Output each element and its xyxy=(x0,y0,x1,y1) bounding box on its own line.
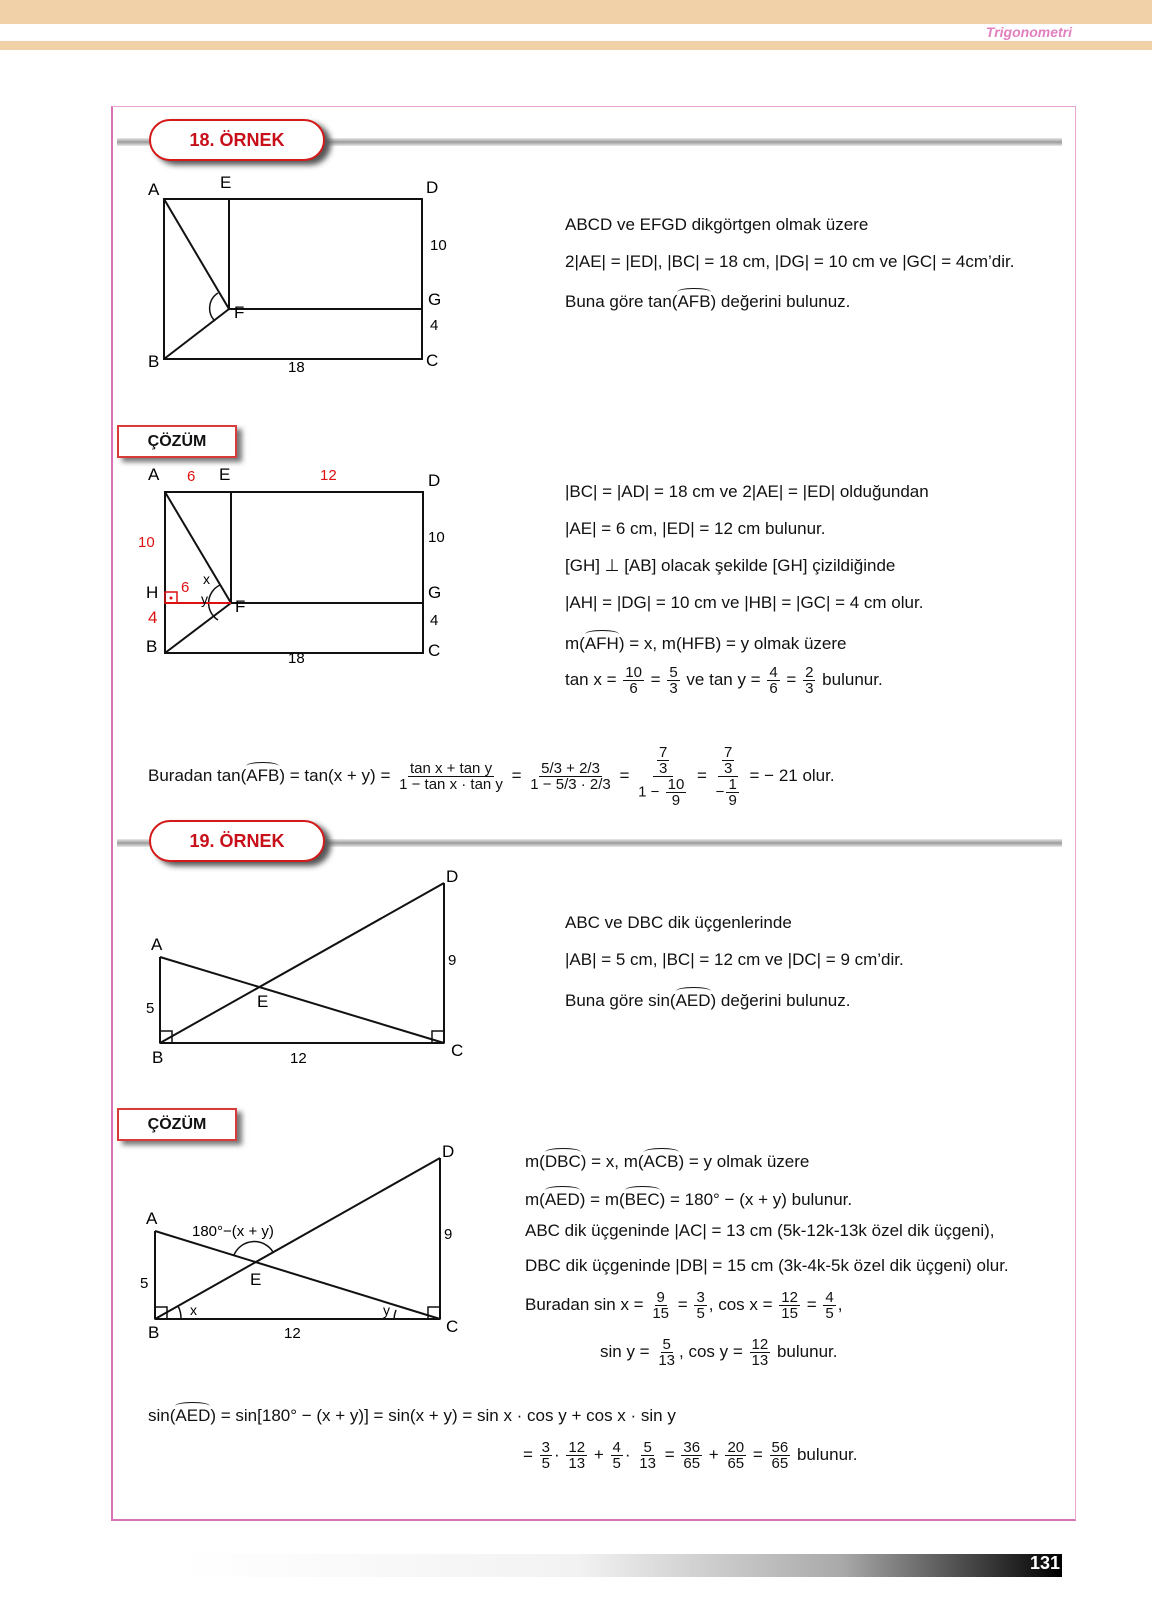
label-f: F xyxy=(234,303,245,322)
label-a: A xyxy=(151,935,163,954)
solution-18-final: Buradan tan(AFB) = tan(x + y) = $\frac{\text{tan x + tan y}}{\text{1 − tan x · tan y}}$ = $\frac{5/3 + 2/3}{1 - 5/3 \cdot 2/3}$ = $\frac{7}{3}$ 1 − $\frac{10}{9}$ = $\frac{7}{3}$ − $\frac{1}{9}$ = − 21 olur. xyxy=(148,744,835,809)
segment-ac xyxy=(160,957,444,1043)
example-18-line-1: ABCD ve EFGD dikgörtgen olmak üzere xyxy=(565,215,869,234)
segment-af xyxy=(165,492,231,603)
label-e: E xyxy=(219,465,231,484)
label-f: F xyxy=(235,597,246,616)
label-x: x xyxy=(190,1302,197,1318)
solution-19-line-5: Buradan sin x = $\frac{9}{15}$ = $\frac{3}{5}$ , cos x = $\frac{12}{15}$ = $\frac{4}{5}$ , xyxy=(525,1289,843,1322)
angle-x-arc xyxy=(178,1306,181,1319)
example-18-title: 18. ÖRNEK xyxy=(149,119,325,161)
label-a: A xyxy=(146,1209,158,1228)
solution-19-figure xyxy=(140,1140,480,1340)
label-y: y xyxy=(201,591,208,607)
solution-19-line-3: ABC dik üçgeninde |AC| = 13 cm (5k-12k-13k özel dik üçgeni), xyxy=(525,1221,995,1240)
label-dg: 10 xyxy=(428,529,445,546)
example-19-line-1: ABC ve DBC dik üçgenlerinde xyxy=(565,913,792,932)
example-19-figure xyxy=(140,865,480,1065)
solution-18-tan-line: tan x = $\frac{10}{6}$ = $\frac{5}{3}$ ve tan y = $\frac{4}{6}$ = $\frac{2}{3}$ bulunur. xyxy=(565,664,883,697)
label-ae: 6 xyxy=(187,468,196,485)
solution-19-final-1: sin(AED) = sin[180° − (x + y)] = sin(x + y) = sin x · cos y + cos x · sin y xyxy=(148,1402,676,1426)
header-band-top xyxy=(0,0,1152,24)
label-d: D xyxy=(428,471,441,490)
example-18-line-2: 2|AE| = |ED|, |BC| = 18 cm, |DG| = 10 cm ve |GC| = 4cm’dir. xyxy=(565,252,1015,271)
solution-19-line-2: m(AED) = m(BEC) = 180° − (x + y) bulunur. xyxy=(525,1186,852,1210)
label-gc: 4 xyxy=(430,612,439,629)
solution-19-line-1: m(DBC) = x, m(ACB) = y olmak üzere xyxy=(525,1148,809,1172)
angle-y-arc xyxy=(394,1310,396,1319)
label-ah: 10 xyxy=(138,534,155,551)
label-e: E xyxy=(257,992,269,1011)
label-e: E xyxy=(250,1270,262,1289)
solution-18-line-5: m(AFH) = x, m(HFB) = y olmak üzere xyxy=(565,630,847,654)
label-hf: 6 xyxy=(181,579,190,596)
segment-bf xyxy=(164,309,229,359)
label-a: A xyxy=(148,465,160,484)
label-d: D xyxy=(446,867,459,886)
header-band-bottom xyxy=(0,41,1152,50)
angle-e-arc xyxy=(234,1242,273,1255)
label-a: A xyxy=(148,180,160,199)
solution-18-title: ÇÖZÜM xyxy=(117,425,237,458)
label-ab: 5 xyxy=(146,1000,155,1017)
example-18-figure xyxy=(140,175,460,385)
segment-ac xyxy=(155,1231,440,1319)
example-18-line-3: Buna göre tan(AFB) değerini bulunuz. xyxy=(565,288,850,312)
solution-19-line-4: DBC dik üçgeninde |DB| = 15 cm (3k-4k-5k özel dik üçgeni) olur. xyxy=(525,1256,1009,1275)
label-c: C xyxy=(451,1041,464,1060)
solution-18-line-3: [GH] ⊥ [AB] olacak şekilde [GH] çizildiğinde xyxy=(565,556,896,575)
example-19-line-3: Buna göre sin(AED) değerini bulunuz. xyxy=(565,987,850,1011)
label-ed: 12 xyxy=(320,467,337,484)
solution-18-figure xyxy=(138,465,460,690)
label-bc: 12 xyxy=(284,1325,301,1342)
label-hb: 4 xyxy=(148,608,158,627)
label-c: C xyxy=(446,1317,459,1336)
right-angle-dot xyxy=(170,597,173,600)
label-bc: 12 xyxy=(290,1050,307,1067)
label-g: G xyxy=(428,583,442,602)
solution-19-final-2: = $\frac{3}{5}$ · $\frac{12}{13}$ + $\frac{4}{5}$ · $\frac{5}{13}$ = $\frac{36}{65}$ + $\frac{20}{65}$ = $\frac{56}{65}$ bulunur. xyxy=(523,1439,858,1472)
label-dc: 9 xyxy=(444,1226,453,1243)
subject-title: Trigonometri xyxy=(985,24,1072,40)
rectangle-abcd xyxy=(164,199,422,359)
label-b: B xyxy=(148,352,160,371)
page-number: 131 xyxy=(1029,1553,1060,1573)
label-angle-e: 180°−(x + y) xyxy=(192,1223,274,1240)
label-g: G xyxy=(428,290,442,309)
example-19-line-2: |AB| = 5 cm, |BC| = 12 cm ve |DC| = 9 cm’dir. xyxy=(565,950,904,969)
solution-19-line-6: sin y = $\frac{5}{13}$ , cos y = $\frac{12}{13}$ bulunur. xyxy=(600,1336,838,1369)
angle-afb-arc xyxy=(210,293,218,321)
label-b: B xyxy=(148,1323,160,1342)
label-dc: 9 xyxy=(448,952,457,969)
label-ab: 5 xyxy=(140,1275,149,1292)
angle-hat: AFB xyxy=(677,288,710,312)
label-c: C xyxy=(426,351,439,370)
label-gc: 4 xyxy=(430,317,439,334)
label-bc: 18 xyxy=(288,359,305,376)
label-d: D xyxy=(426,178,439,197)
label-y: y xyxy=(383,1302,390,1318)
example-19-title: 19. ÖRNEK xyxy=(149,820,325,862)
segment-bf xyxy=(165,603,231,653)
solution-18-line-4: |AH| = |DG| = 10 cm ve |HB| = |GC| = 4 cm olur. xyxy=(565,593,924,612)
label-h: H xyxy=(146,583,159,602)
label-bc: 18 xyxy=(288,650,305,667)
label-b: B xyxy=(152,1048,164,1067)
label-dg: 10 xyxy=(430,237,447,254)
solution-19-title: ÇÖZÜM xyxy=(117,1108,237,1141)
segment-af xyxy=(164,199,229,309)
footer-gradient-bar xyxy=(182,1554,1062,1577)
label-x: x xyxy=(203,571,210,587)
segment-bd xyxy=(160,883,444,1043)
label-d: D xyxy=(442,1142,455,1161)
solution-18-line-2: |AE| = 6 cm, |ED| = 12 cm bulunur. xyxy=(565,519,826,538)
label-c: C xyxy=(428,641,441,660)
label-b: B xyxy=(146,637,158,656)
solution-18-line-1: |BC| = |AD| = 18 cm ve 2|AE| = |ED| olduğundan xyxy=(565,482,929,501)
label-e: E xyxy=(220,173,232,192)
